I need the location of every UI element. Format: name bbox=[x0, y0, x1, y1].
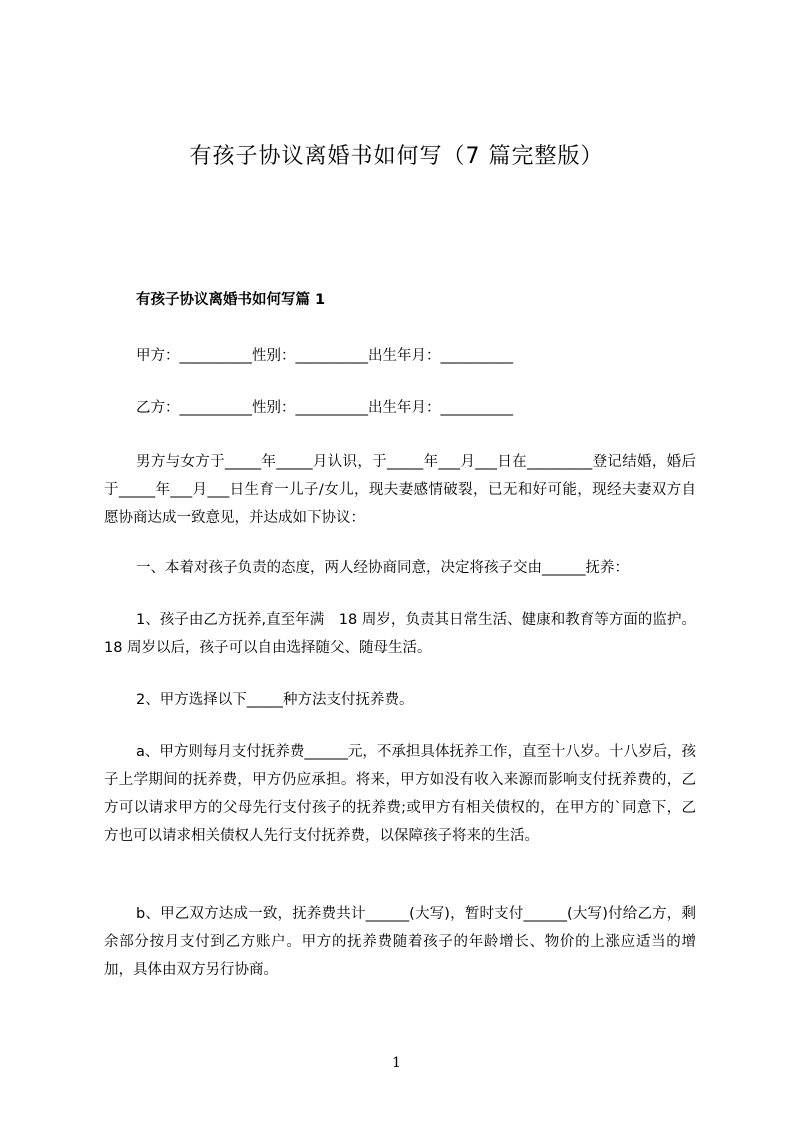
clause-1-paragraph: 一、本着对孩子负责的态度，两人经协商同意，决定将孩子交由______抚养： bbox=[136, 560, 629, 576]
section-heading: 有孩子协议离婚书如何写篇 1 bbox=[136, 292, 326, 308]
clause-1-2-paragraph: 2、甲方选择以下_____种方法支付抚养费。 bbox=[136, 692, 414, 708]
document-title: 有孩子协议离婚书如何写（7 篇完整版） bbox=[189, 144, 604, 169]
party-a-line: 甲方：__________性别：__________出生年月：__________ bbox=[136, 348, 513, 364]
party-b-line: 乙方：__________性别：__________出生年月：__________ bbox=[136, 400, 513, 416]
clause-1-1-paragraph: 1、孩子由乙方抚养,直至年满 18 周岁，负责其日常生活、健康和教育等方面的监护。18 周岁以后，孩子可以自由选择随父、随母生活。 bbox=[104, 612, 696, 656]
intro-paragraph: 男方与女方于_____年_____月认识，于_____年___月___日在_________登记结婚，婚后于_____年___月___日生育一儿子/女儿，现夫妻感情破裂，已无和好可能，现经夫妻双方自愿协商达成一致意见，并达成如下协议： bbox=[104, 454, 696, 526]
option-a-paragraph: a、甲方则每月支付抚养费______元，不承担具体抚养工作，直至十八岁。十八岁后，孩子上学期间的抚养费，甲方仍应承担。将来，甲方如没有收入来源而影响支付抚养费的，乙方可以请求甲方的父母先行支付孩子的抚养费;或甲方有相关债权的，在甲方的`同意下，乙方也可以请求相关债权人先行支付抚养费，以保障孩子将来的生活。 bbox=[104, 744, 696, 844]
option-b-paragraph: b、甲乙双方达成一致，抚养费共计______(大写)，暂时支付______(大写)付给乙方，剩余部分按月支付到乙方账户。甲方的抚养费随着孩子的年龄增长、物价的上涨应适当的增加，具体由双方另行协商。 bbox=[104, 906, 696, 978]
page-number: 1 bbox=[392, 1055, 401, 1071]
